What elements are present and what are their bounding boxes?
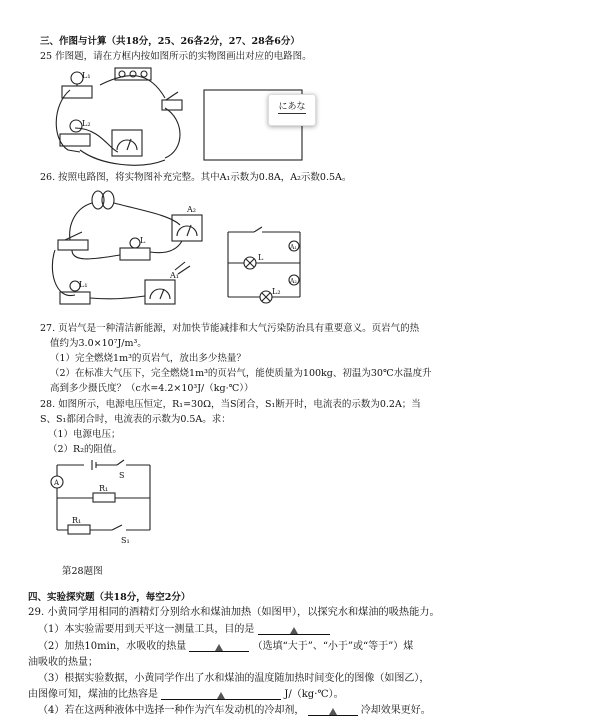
q28-caption: 第28题图 [62,566,103,577]
q29-line6-text-b: J/（kg·℃）。 [284,689,344,700]
q29-answer2-blank[interactable] [189,642,249,652]
ime-candidate-text[interactable]: にあな [278,102,306,112]
diagram-label-l2: L₂ [272,287,281,296]
label-l2: L₂ [82,119,91,128]
q27-line2: 值约为3.0×10⁷J/m³。 [50,338,147,349]
q26-text: 26. 按照电路图，将实物图补充完整。其中A₁示数为0.8A，A₂示数0.5A。 [40,172,352,183]
label-l1: L₁ [82,71,91,80]
q28-line4: （2）R₂的阻值。 [48,444,123,455]
q29-line7 [38,705,431,718]
q25-text: 25 作图题，请在方框内按如图所示的实物图画出对应的电路图。 [40,51,312,62]
q29-line7-text-b: 冷却效果更好。 [360,705,431,716]
q29-line4: 油吸收的热量； [28,657,98,668]
answer-marker-icon [217,692,225,699]
q28-line3: （1）电源电压； [48,429,121,440]
q29-line1: 29. 小黄同学用相同的酒精灯分别给水和煤油加热（如图甲），以探究水和煤油的吸热能力。 [28,607,440,618]
label-l1-b: L₁ [79,280,88,289]
diagram-label-a2: A₂ [290,278,297,285]
q29-line5: （3）根据实验数据，小黄同学作出了水和煤油的温度随加热时间变化的图像（如图乙）， [38,673,430,684]
q26-circuit-diagram [228,227,300,303]
q29-line6-text-a: 由图像可知，煤油的比热容是 [28,689,158,700]
answer-marker-icon [290,627,298,634]
q29-line6 [28,689,344,702]
q29-line2 [38,624,330,637]
section3-heading: 三、作图与计算（共18分，25、26各2分，27、28各6分） [40,36,300,47]
q28-label-r1: R₁ [99,484,109,493]
q28-circuit-diagram [51,460,150,534]
q25-circuit-photo [56,68,182,165]
section4-heading: 四、实验探究题（共18分，每空2分） [28,592,191,603]
diagram-label-l: L [258,253,264,262]
q28-line1: 28. 如图所示，电源电压恒定，R₁=30Ω，当S闭合，S₁断开时，电流表的示数为0.2A；当 [40,399,421,410]
q27-line3: （1）完全燃烧1m³的页岩气，放出多少热量？ [50,353,246,364]
q29-line3-text-b: （选填“大于”、“小于”或“等于”）煤 [252,641,414,652]
label-a1: A₁ [170,271,179,280]
q27-line1: 27. 页岩气是一种清洁新能源，对加快节能减排和大气污染防治具有重要意义。页岩气的热 [40,323,420,334]
q29-line7-text-a: （4）若在这两种液体中选择一种作为汽车发动机的冷却剂， [38,705,305,716]
q29-answer4-blank[interactable] [308,706,358,716]
q28-label-s: S [119,471,125,480]
q27-line4: （2）在标准大气压下，完全燃烧1m³的页岩气，能使质量为100kg、初温为30℃水温度升 [50,368,432,379]
q29-answer3-blank[interactable] [161,690,281,700]
label-a2: A₂ [187,205,196,214]
answer-marker-icon [215,644,223,651]
q28-label-s1: S₁ [121,536,130,545]
diagram-label-a1: A₁ [290,244,297,251]
q29-line2-text: （1）本实验需要用到天平这一测量工具，目的是 [38,624,255,635]
q28-line2: S、S₁都闭合时，电流表的示数为0.5A。求： [40,414,231,425]
q29-line3 [38,641,413,654]
q29-line3-text-a: （2）加热10min，水吸收的热量 [38,641,187,652]
q28-label-a: A [54,479,60,487]
q29-answer1-blank[interactable] [258,625,330,635]
ime-candidate-popup[interactable] [268,94,316,126]
q27-line5: 高到多少摄氏度？（c水=4.2×10³J/（kg·℃）） [50,383,254,394]
q26-circuit-photo [52,191,202,304]
q28-label-r1-b: R₁ [72,516,82,525]
answer-marker-icon [329,708,337,715]
label-l: L [140,236,146,245]
